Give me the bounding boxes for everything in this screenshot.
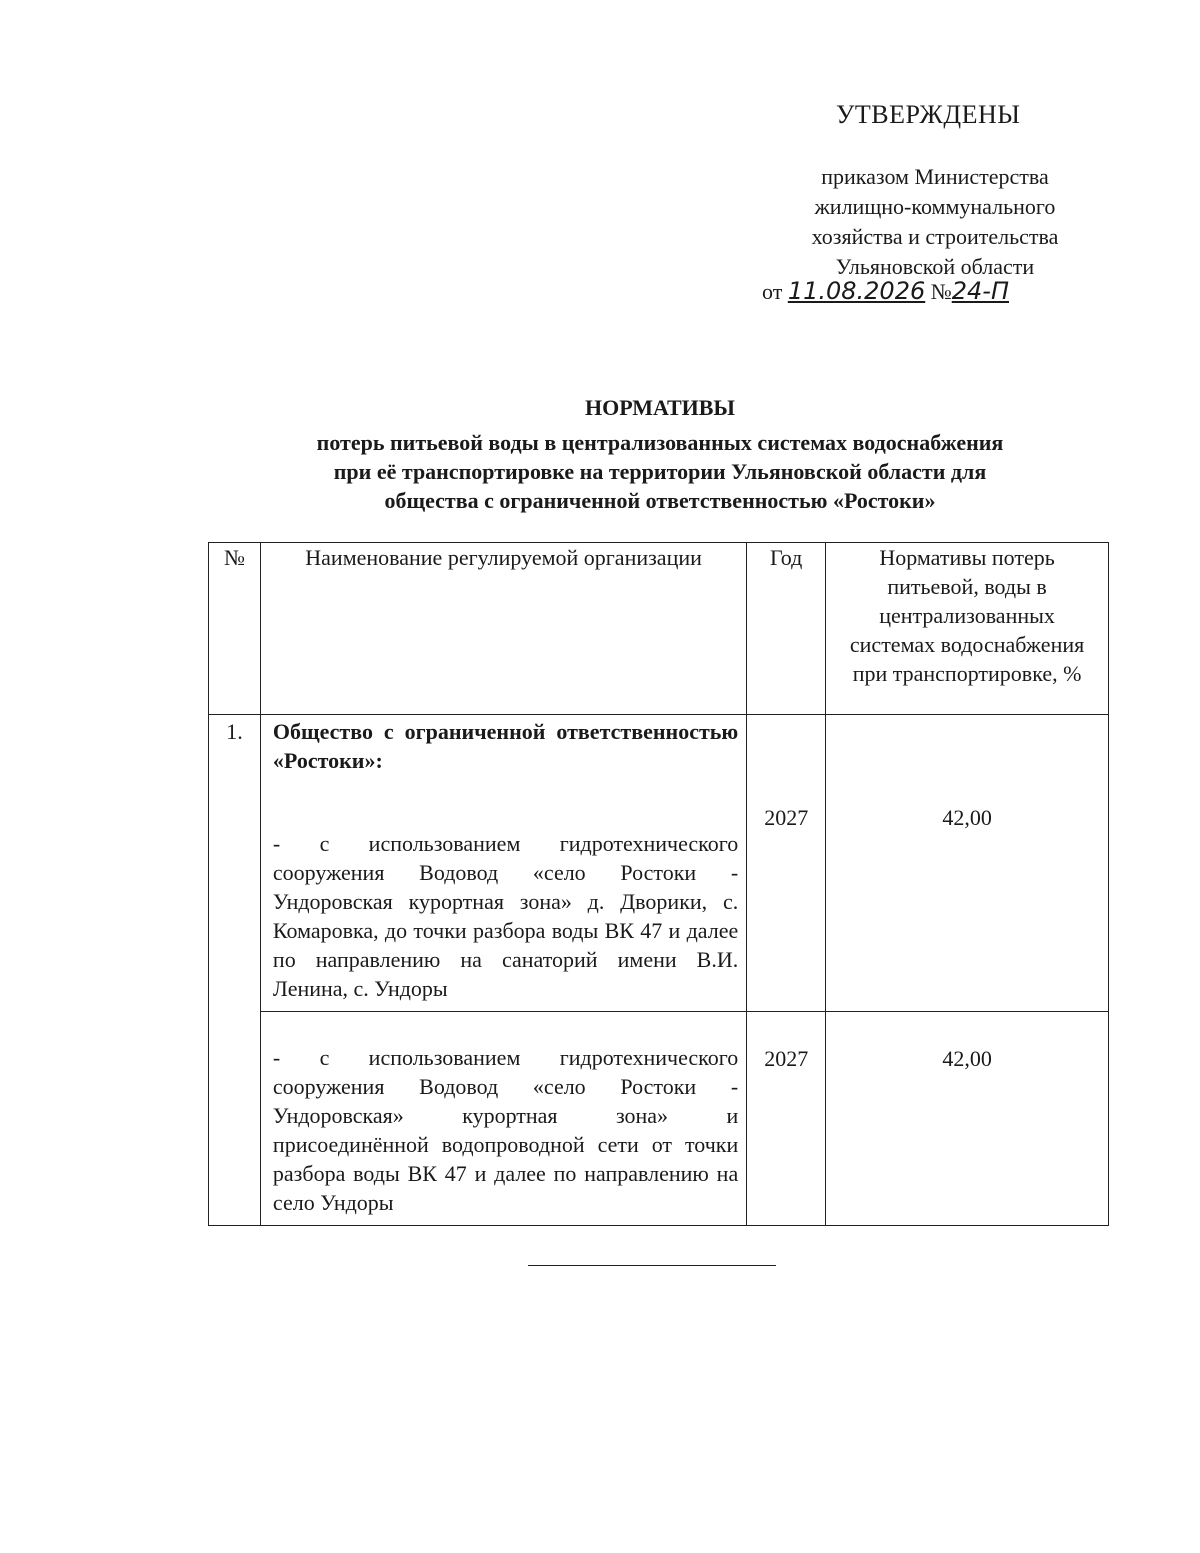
row-num: 1. [209, 715, 261, 1226]
header-year: Год [747, 543, 826, 715]
table-row [209, 715, 1109, 1012]
row-name [260, 1012, 746, 1226]
closing-rule [528, 1265, 776, 1266]
table-row [209, 1012, 1109, 1226]
document-title: НОРМАТИВЫ [584, 395, 736, 420]
row-description: - с использованием гидротехнического сооружения Водовод «село Ростоки - Ундоровская курортная зона» д. Дворики, с. Комаровка, до точки разбора воды ВК 47 и далее по направлению на санаторий имени В.И. Ленина, с. Ундоры [272, 831, 739, 1001]
order-line: жилищно-коммунального [814, 194, 1056, 219]
number-prefix: № [930, 279, 952, 304]
order-date-number [762, 277, 1009, 305]
header-name: Наименование регулируемой организации [260, 543, 746, 715]
approval-heading: УТВЕРЖДЕНЫ [836, 100, 1021, 129]
order-line: приказом Министерства [821, 164, 1049, 189]
org-name: Общество с ограниченной ответственностью «Ростоки»: [272, 719, 739, 773]
order-reference [740, 162, 1130, 282]
order-line: хозяйства и строительства [811, 224, 1059, 249]
header-norm: Нормативы потерь питьевой, воды в централизованных системах водоснабжения при транспортировке, % [826, 543, 1109, 715]
document-subtitle [210, 428, 1110, 515]
row-value: 42,00 [826, 1012, 1109, 1226]
norms-table [208, 542, 1109, 1226]
subtitle-line: общества с ограниченной ответственностью «Ростоки» [384, 488, 936, 513]
table-header-row [209, 543, 1109, 715]
handwritten-date: 11.08.2026 [787, 277, 926, 305]
row-year: 2027 [747, 1012, 826, 1226]
row-value: 42,00 [826, 715, 1109, 1012]
subtitle-line: потерь питьевой воды в централизованных системах водоснабжения [316, 430, 1004, 455]
order-line: Ульяновской области [835, 254, 1035, 279]
row-name [260, 715, 746, 1012]
handwritten-number: 24-П [951, 277, 1009, 305]
subtitle-line: при её транспортировке на территории Ульяновской области для [333, 459, 987, 484]
row-description: - с использованием гидротехнического сооружения Водовод «село Ростоки - Ундоровская» курортная зона» и присоединённой водопроводной сети от точки разбора воды ВК 47 и далее по направлению на село Ундоры [272, 1045, 739, 1215]
header-num: № [209, 543, 261, 715]
date-prefix: от [762, 279, 783, 304]
row-year: 2027 [747, 715, 826, 1012]
